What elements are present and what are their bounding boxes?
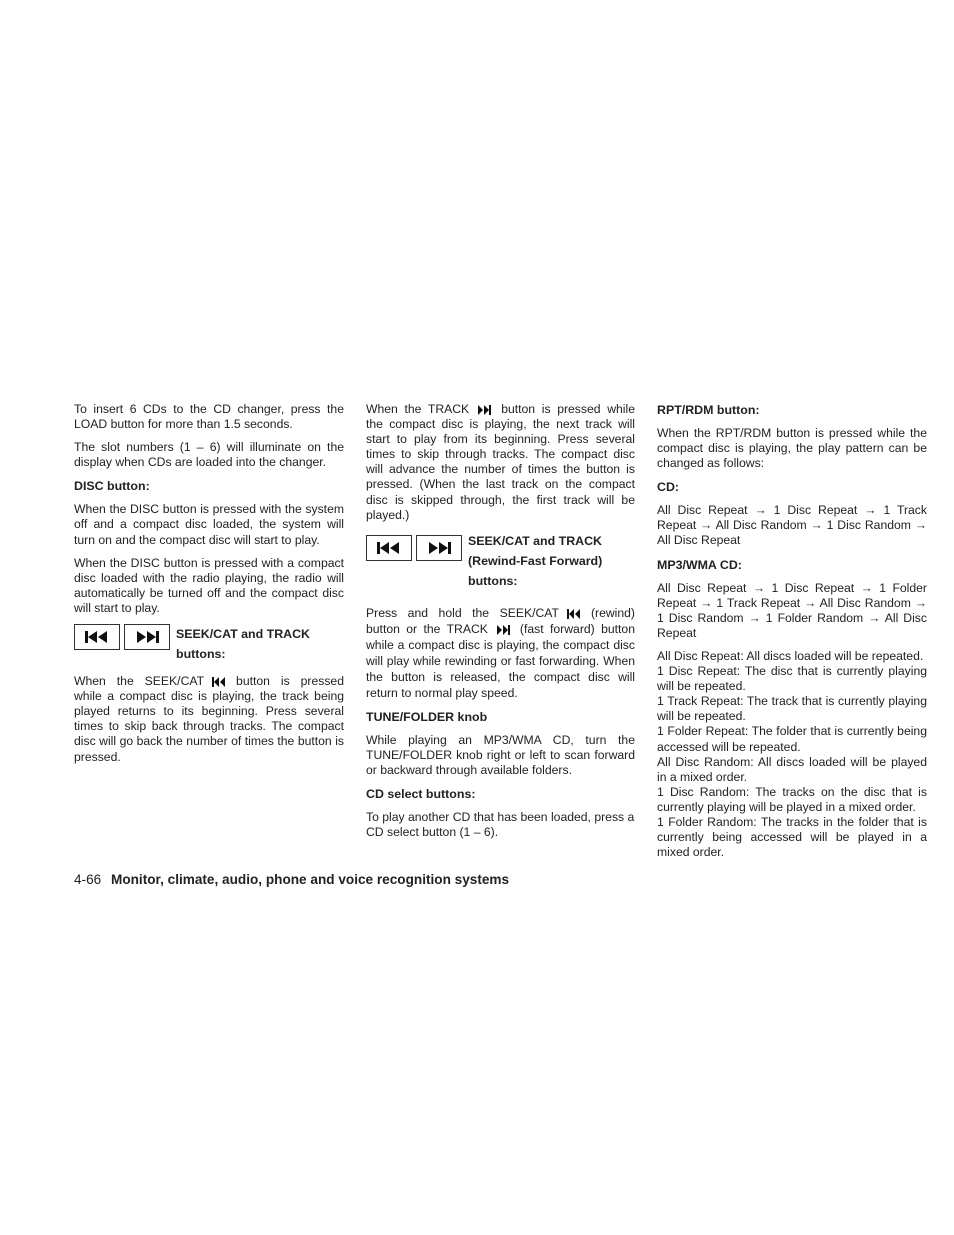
caption-line: SEEK/CAT and TRACK xyxy=(176,627,311,642)
text-run: (rewind) button or the TRACK xyxy=(366,605,635,636)
paragraph: All Disc Repeat → 1 Disc Repeat → 1 Track Repeat → All Disc Random → 1 Disc Random → All Disc Repeat xyxy=(657,503,927,548)
skip-back-button-illustration xyxy=(366,535,412,561)
skip-back-icon xyxy=(376,542,402,554)
text-run: button is pressed while a compact disc is playing, the track being played returns to its beginning. Press several times to skip back through tracks. The compact disc will go back the number of times the button is pressed. xyxy=(74,674,344,764)
paragraph: While playing an MP3/WMA CD, turn the TUNE/FOLDER knob right or left to scan forward or backward through available folders. xyxy=(366,732,635,777)
section-heading: CD: xyxy=(657,480,680,495)
skip-forward-icon xyxy=(477,405,491,415)
page-footer xyxy=(74,871,509,889)
paragraph: The slot numbers (1 – 6) will illuminate on the display when CDs are loaded into the changer. xyxy=(74,440,344,470)
caption-line: buttons: xyxy=(468,573,518,588)
paragraph xyxy=(74,674,344,765)
text-run: When the SEEK/CAT xyxy=(74,674,205,689)
section-title: Monitor, climate, audio, phone and voice recognition systems xyxy=(111,872,510,887)
skip-back-button-illustration xyxy=(74,624,120,650)
skip-forward-icon xyxy=(496,625,510,635)
definition: 1 Track Repeat: The track that is currently playing will be repeated. xyxy=(657,694,927,724)
skip-back-icon xyxy=(84,631,110,643)
skip-forward-icon xyxy=(134,631,160,643)
paragraph: To play another CD that has been loaded, press a CD select button (1 – 6). xyxy=(366,810,635,840)
definition: 1 Disc Random: The tracks on the disc that is currently playing will be played in a mixed order. xyxy=(657,784,927,814)
paragraph: To insert 6 CDs to the CD changer, press the LOAD button for more than 1.5 seconds. xyxy=(74,402,344,432)
column-3 xyxy=(657,402,927,860)
page-number: 4-66 xyxy=(74,872,102,887)
definition: All Disc Random: All discs loaded will be played in a mixed order. xyxy=(657,754,927,784)
text-run: When the TRACK xyxy=(366,402,470,416)
column-1 xyxy=(74,402,344,773)
paragraph: All Disc Repeat → 1 Disc Repeat → 1 Folder Repeat → 1 Track Repeat → All Disc Random → 1 Disc Random → 1 Folder Random → All Disc Repeat xyxy=(657,580,927,640)
skip-forward-button-illustration xyxy=(124,624,170,650)
caption-line: (Rewind-Fast Forward) xyxy=(468,553,603,568)
definition: 1 Folder Repeat: The folder that is currently being accessed will be repeated. xyxy=(657,724,927,754)
section-heading: DISC button: xyxy=(74,479,150,494)
skip-forward-icon xyxy=(426,542,452,554)
section-heading: MP3/WMA CD: xyxy=(657,557,742,572)
button-caption xyxy=(174,624,310,664)
text-run: (fast forward) button while a compact disc is playing, the compact disc will play while rewinding or fast forwarding. When the button is released, the compact disc will return to normal play speed. xyxy=(366,621,635,700)
button-caption xyxy=(466,531,602,591)
skip-forward-button-illustration xyxy=(416,535,462,561)
definition: All Disc Repeat: All discs loaded will be repeated. xyxy=(657,648,924,663)
section-heading: RPT/RDM button: xyxy=(657,403,760,417)
column-2 xyxy=(366,402,635,848)
skip-back-icon xyxy=(567,609,581,619)
skip-back-icon xyxy=(212,677,226,687)
caption-line: SEEK/CAT and TRACK xyxy=(468,533,603,548)
paragraph xyxy=(366,605,635,701)
paragraph: When the RPT/RDM button is pressed while the compact disc is playing, the play pattern can be changed as follows: xyxy=(657,426,927,471)
text-run: Press and hold the SEEK/CAT xyxy=(366,605,559,620)
definition: 1 Disc Repeat: The disc that is currently playing will be repeated. xyxy=(657,664,927,694)
button-illustration xyxy=(74,624,344,664)
paragraph: When the DISC button is pressed with a compact disc loaded with the radio playing, the radio will automatically be turned off and the compact disc will start to play. xyxy=(74,555,344,615)
section-heading: TUNE/FOLDER knob xyxy=(366,709,488,724)
text-run: button is pressed while the compact disc is playing, the next track will start to play from its beginning. Press several times to skip through tracks. The compact disc will advance the number of times the button is pressed. (When the last track on the compact disc is skipped through, the first track will be played.) xyxy=(366,402,635,522)
button-illustration xyxy=(366,531,635,591)
section-heading: CD select buttons: xyxy=(366,787,476,802)
caption-line: buttons: xyxy=(176,647,226,662)
paragraph xyxy=(366,402,635,523)
definition: 1 Folder Random: The tracks in the folder that is currently being accessed will be played in a mixed order. xyxy=(657,814,927,860)
paragraph: When the DISC button is pressed with the system off and a compact disc loaded, the system will turn on and the compact disc will start to play. xyxy=(74,502,344,547)
